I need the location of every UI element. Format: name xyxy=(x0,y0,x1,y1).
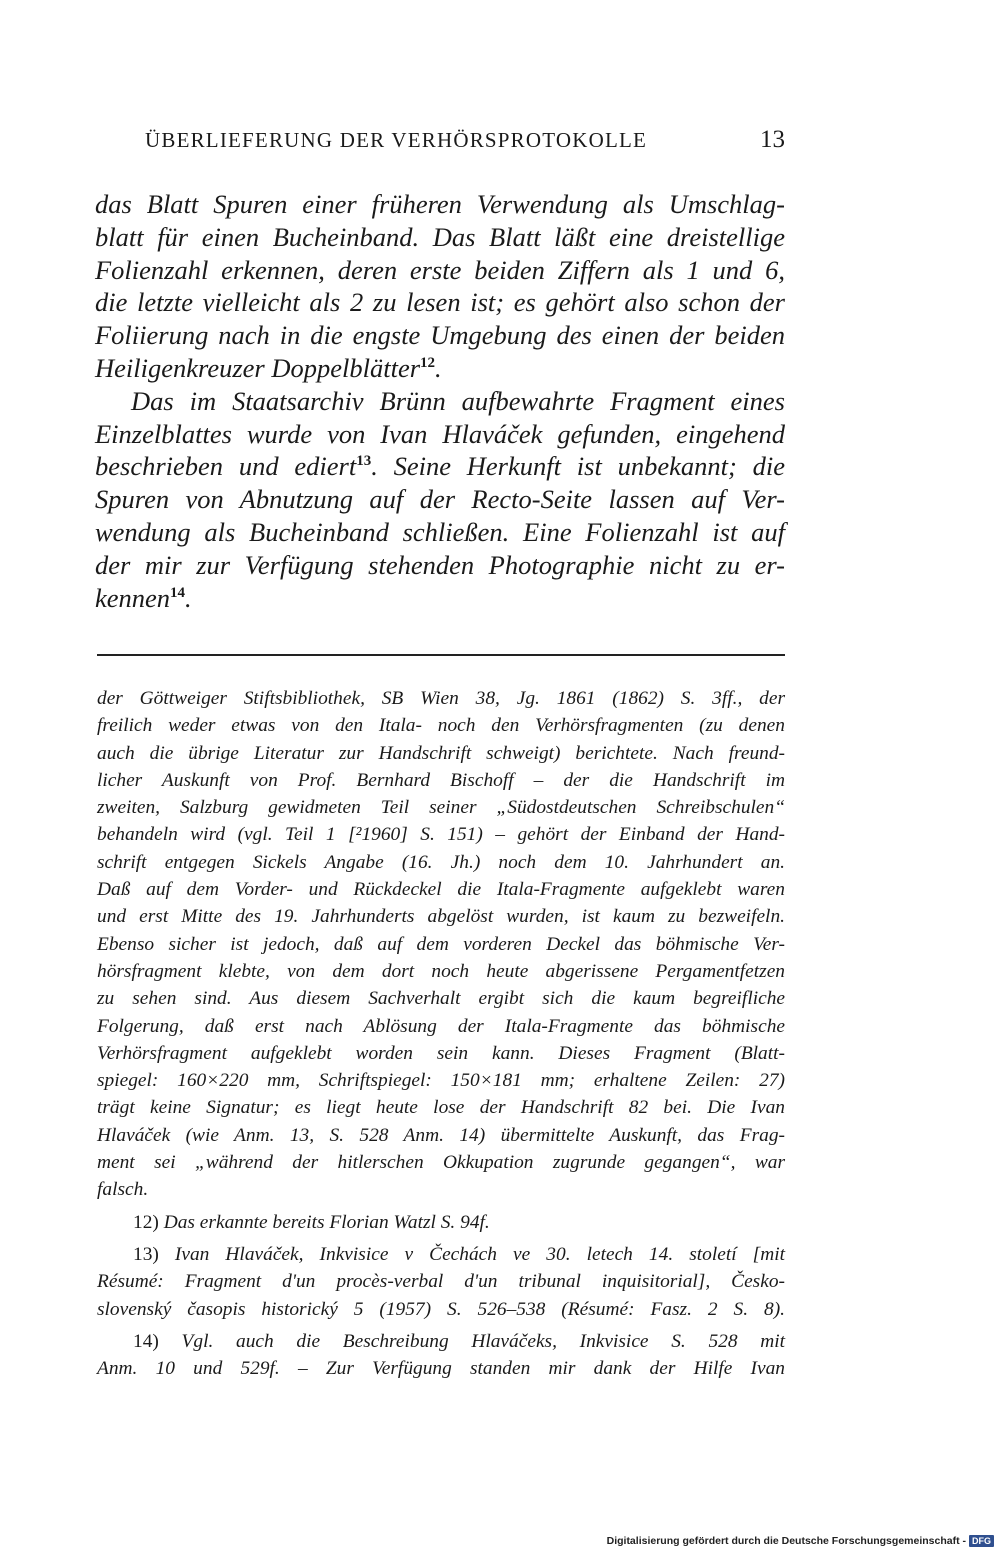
page-header xyxy=(95,126,785,160)
dfg-logo-icon: DFG xyxy=(969,1535,994,1547)
footnote-line: zu sehen sind. Aus diesem Sachverhalt ergibt sich die kaum begreifliche xyxy=(97,988,785,1010)
text-line: Foliierung nach in die engste Umgebung des einen der beiden xyxy=(95,320,785,351)
text-fragment: . xyxy=(435,352,442,383)
footnote-line: Verhörsfragment aufgeklebt worden sein kann. Dieses Fragment (Blatt- xyxy=(97,1042,785,1064)
text-line: die letzte vielleicht als 2 zu lesen ist; es gehört also schon der xyxy=(95,287,785,318)
footnote-line: ment sei „während der hitlerschen Okkupation zugrunde gegangen“, war xyxy=(97,1152,785,1174)
text-fragment: . Seine Herkunft ist unbekannt; die xyxy=(371,451,785,482)
footnote-line: Ebenso sicher ist jedoch, daß auf dem vorderen Deckel das böhmische Ver- xyxy=(97,933,785,955)
credit-text: Digitalisierung gefördert durch die Deutsche Forschungsgemeinschaft - xyxy=(606,1535,966,1547)
footnote-line: schrift entgegen Sickels Angabe (16. Jh.) noch dem 10. Jahrhundert an. xyxy=(97,851,785,873)
paragraph-1 xyxy=(95,188,785,385)
footnote-number: 14) xyxy=(133,1330,159,1352)
footnote-line: trägt keine Signatur; es liegt heute lose der Handschrift 82 bei. Die Ivan xyxy=(97,1097,785,1119)
footnote-continuation xyxy=(97,685,785,1204)
footnote-text: Ivan Hlaváček, Inkvisice v Čechách ve 30. letech 14. století [mit xyxy=(174,1243,785,1265)
text-line: Einzelblattes wurde von Ivan Hlaváček gefunden, eingehend xyxy=(95,418,785,449)
footnote-line: und erst Mitte des 19. Jahrhunderts abgelöst wurden, ist kaum zu bezweifeln. xyxy=(97,906,785,928)
page-number: 13 xyxy=(760,126,785,153)
footnote-separator xyxy=(97,654,785,656)
footnote-13 xyxy=(97,1241,785,1323)
footnote-line: Anm. 10 und 529f. – Zur Verfügung standen mir dank der Hilfe Ivan xyxy=(97,1358,785,1380)
text-fragment: beschrieben und ediert xyxy=(95,451,357,482)
footnote-line xyxy=(97,1209,785,1236)
footnote-ref-12: 12 xyxy=(420,354,436,371)
text-line: Das im Staatsarchiv Brünn aufbewahrte Fragment eines xyxy=(131,385,785,416)
footnote-line: spiegel: 160×220 mm, Schriftspiegel: 150×181 mm; erhaltene Zeilen: 27) xyxy=(97,1070,785,1092)
footnote-number: 12) xyxy=(133,1211,159,1233)
footnote-ref-13: 13 xyxy=(356,453,372,470)
footnote-line xyxy=(97,1241,785,1268)
footnote-line: der Göttweiger Stiftsbibliothek, SB Wien 38, Jg. 1861 (1862) S. 3ff., der xyxy=(97,688,785,709)
text-fragment: kennen xyxy=(95,582,171,613)
text-line: blatt für einen Bucheinband. Das Blatt läßt eine dreistellige xyxy=(95,221,785,252)
text-line: wendung als Bucheinband schließen. Eine Folienzahl ist auf xyxy=(95,516,785,547)
text-line xyxy=(95,582,785,615)
text-line xyxy=(95,450,785,483)
footnote-line: Daß auf dem Vorder- und Rückdeckel die Itala-Fragmente aufgeklebt waren xyxy=(97,879,785,901)
footnote-line: behandeln wird (vgl. Teil 1 [²1960] S. 151) – gehört der Einband der Hand- xyxy=(97,824,785,846)
text-line: das Blatt Spuren einer früheren Verwendung als Umschlag- xyxy=(95,189,785,219)
footnote-12 xyxy=(97,1209,785,1236)
footnote-text: Das erkannte bereits Florian Watzl S. 94f. xyxy=(163,1211,490,1233)
footnote-line: licher Auskunft von Prof. Bernhard Bischoff – der die Handschrift im xyxy=(97,769,785,791)
footnote-line: Hlaváček (wie Anm. 13, S. 528 Anm. 14) übermittelte Auskunft, das Frag- xyxy=(97,1124,785,1146)
main-text xyxy=(95,188,785,614)
footnotes xyxy=(97,685,785,1382)
text-line: Folienzahl erkennen, deren erste beiden Ziffern als 1 und 6, xyxy=(95,254,785,285)
text-line xyxy=(95,352,785,385)
footnote-line: hörsfragment klebte, von dem dort noch heute abgerissene Pergamentfetzen xyxy=(97,960,785,982)
footnote-text: Vgl. auch die Beschreibung Hlaváčeks, Inkvisice S. 528 mit xyxy=(181,1330,785,1352)
footnote-line: auch die übrige Literatur zur Handschrift schweigt) berichtete. Nach freund- xyxy=(97,742,785,764)
footnote-line xyxy=(97,1328,785,1355)
running-title: ÜBERLIEFERUNG DER VERHÖRSPROTOKOLLE xyxy=(145,128,648,152)
text-fragment: Heiligenkreuzer Doppelblätter xyxy=(95,352,421,383)
paragraph-2 xyxy=(95,385,785,615)
footnote-line: zweiten, Salzburg gewidmeten Teil seiner „Südostdeutschen Schreibschulen“ xyxy=(97,797,785,819)
footnote-14 xyxy=(97,1328,785,1383)
footnote-ref-14: 14 xyxy=(170,584,186,601)
footnote-line: slovenský časopis historický 5 (1957) S. 526–538 (Résumé: Fasz. 2 S. 8). xyxy=(97,1298,785,1320)
footnote-line: Folgerung, daß erst nach Ablösung der Itala-Fragmente das böhmische xyxy=(97,1015,785,1037)
text-line: der mir zur Verfügung stehenden Photographie nicht zu er- xyxy=(95,549,785,580)
footnote-line: Résumé: Fragment d'un procès-verbal d'un tribunal inquisitorial], Česko- xyxy=(97,1271,785,1293)
digitization-credit xyxy=(607,1535,994,1547)
text-fragment: . xyxy=(185,582,192,613)
footnote-line: freilich weder etwas von den Itala- noch den Verhörsfragmenten (zu denen xyxy=(97,715,785,737)
text-line: Spuren von Abnutzung auf der Recto-Seite lassen auf Ver- xyxy=(95,484,785,515)
footnote-line: falsch. xyxy=(97,1179,149,1201)
footnote-number: 13) xyxy=(133,1243,159,1265)
